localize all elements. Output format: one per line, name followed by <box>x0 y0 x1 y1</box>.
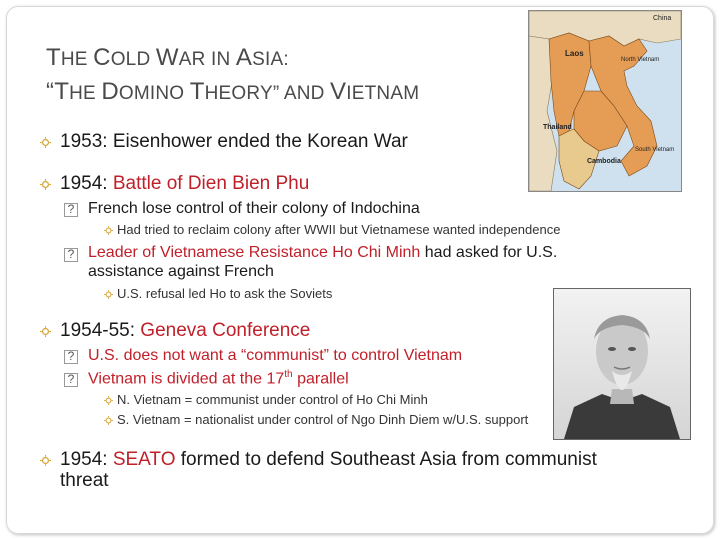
bullet-tried-reclaim: Had tried to reclaim colony after WWII but Vietnamese wanted independence <box>117 222 561 237</box>
ho-chi-minh-photo <box>553 288 691 440</box>
box-bullet-icon: ? <box>64 373 78 387</box>
map-label-south-vietnam: South Vietnam <box>635 147 675 153</box>
sun-bullet-icon <box>104 290 113 299</box>
indochina-map <box>528 10 682 192</box>
box-bullet-icon: ? <box>64 248 78 262</box>
bullet-divided: Vietnam is divided at the 17th parallel <box>88 369 349 388</box>
sun-bullet-icon <box>40 455 51 466</box>
sun-bullet-icon <box>104 226 113 235</box>
sun-bullet-icon <box>104 416 113 425</box>
bullet-geneva: 1954-55: Geneva Conference <box>60 320 311 341</box>
box-bullet-icon: ? <box>64 203 78 217</box>
map-label-china: China <box>653 15 672 22</box>
title-line-2: “THE DOMINO THEORY” AND VIETNAM <box>46 78 420 105</box>
bullet-north: N. Vietnam = communist under control of Ho Chi Minh <box>117 392 428 407</box>
portrait-graphic <box>554 289 690 439</box>
box-bullet-icon: ? <box>64 350 78 364</box>
bullet-seato-line2: threat <box>60 470 109 491</box>
bullet-dien-bien-phu: 1954: Battle of Dien Bien Phu <box>60 173 310 194</box>
indochina-map-graphic <box>529 11 681 191</box>
sun-bullet-icon <box>40 326 51 337</box>
map-label-thailand: Thailand <box>543 124 572 131</box>
bullet-leader-line2: assistance against French <box>88 263 274 280</box>
sun-bullet-icon <box>104 396 113 405</box>
map-label-cambodia: Cambodia <box>587 158 621 165</box>
sun-bullet-icon <box>40 179 51 190</box>
bullet-us-not-want: U.S. does not want a “communist” to control Vietnam <box>88 347 463 364</box>
title-line-1: THE COLD WAR IN ASIA: <box>46 44 289 71</box>
sun-bullet-icon <box>40 137 51 148</box>
bullet-french-lose: French lose control of their colony of Indochina <box>88 200 420 217</box>
bullet-leader: Leader of Vietnamese Resistance Ho Chi Minh had asked for U.S. <box>88 244 558 261</box>
map-label-north-vietnam: North Vietnam <box>621 57 660 63</box>
map-label-laos: Laos <box>565 49 584 58</box>
bullet-south: S. Vietnam = nationalist under control of Ngo Dinh Diem w/U.S. support <box>117 412 529 427</box>
bullet-seato: 1954: SEATO formed to defend Southeast Asia from communist <box>60 449 597 470</box>
bullet-us-refusal: U.S. refusal led Ho to ask the Soviets <box>117 286 333 301</box>
bullet-korean-war: 1953: Eisenhower ended the Korean War <box>60 131 408 152</box>
slide-title <box>46 42 516 110</box>
